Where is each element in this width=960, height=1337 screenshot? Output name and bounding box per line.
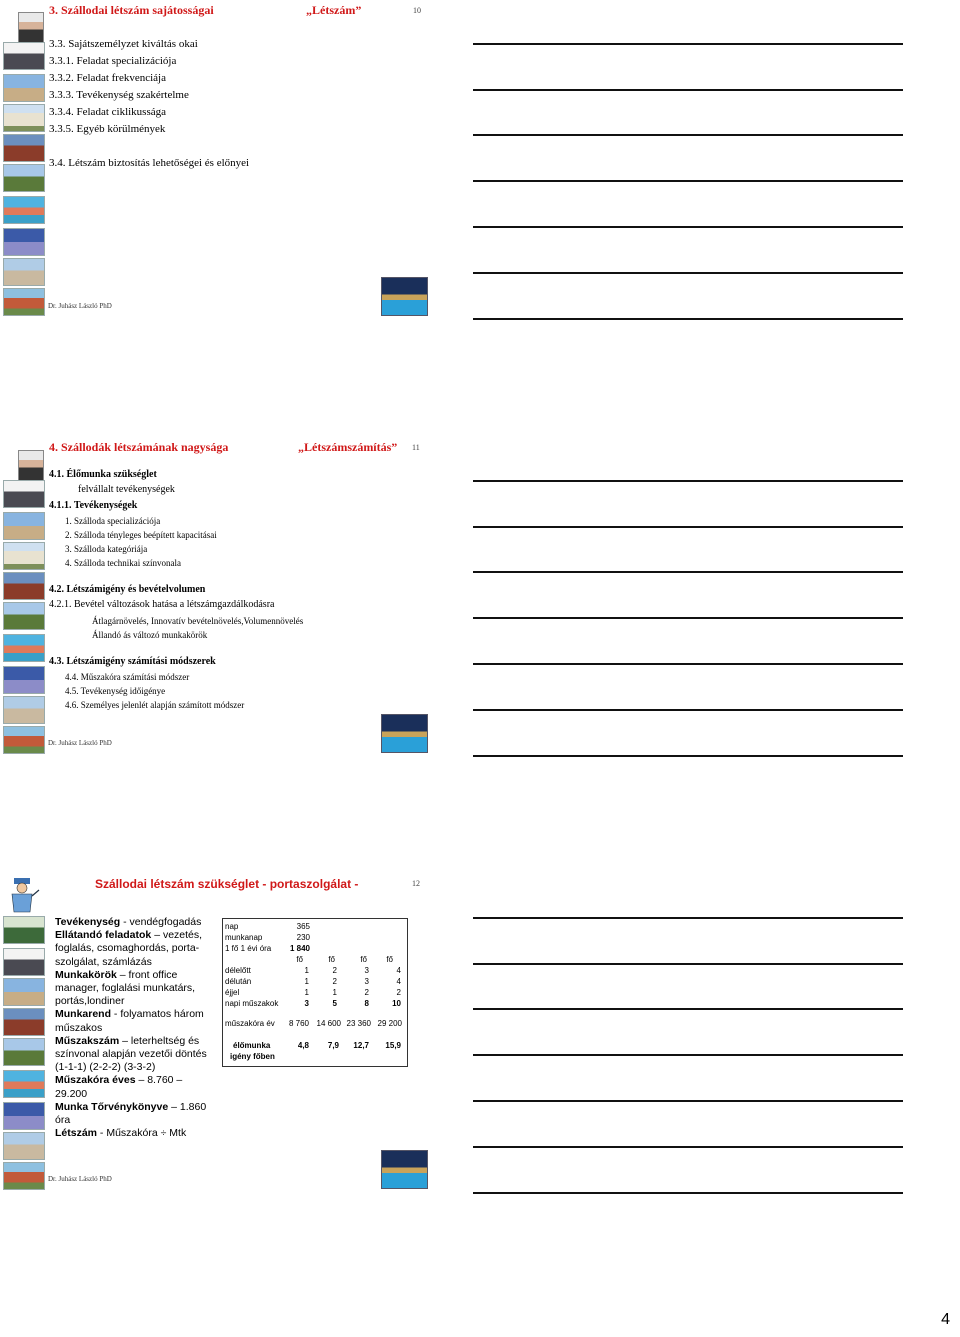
table-row xyxy=(225,977,404,988)
cell: 1 840 xyxy=(289,944,310,953)
hotel-thumbnail xyxy=(3,196,45,224)
note-line xyxy=(473,917,903,919)
hotel-thumbnail xyxy=(3,1162,45,1190)
note-line xyxy=(473,43,903,45)
cell: 7,9 xyxy=(327,1041,339,1050)
hotel-pool-image xyxy=(381,277,428,316)
slide-10 xyxy=(0,0,440,330)
note-line xyxy=(473,272,903,274)
hotel-thumbnail xyxy=(3,1008,45,1036)
heading-sub: felvállalt tevékenységek xyxy=(78,484,175,495)
row-label: műszakóra év xyxy=(225,1019,275,1028)
slide-title: 4. Szállodák létszámának nagysága xyxy=(49,440,229,454)
term: Tevékenység xyxy=(55,916,121,928)
note-line xyxy=(473,663,903,665)
table-row xyxy=(225,922,404,933)
hotel-thumbnail xyxy=(3,572,45,600)
hotel-pool-image xyxy=(381,714,428,753)
cell: 4 xyxy=(396,966,401,975)
slide-title: 3. Szállodai létszám sajátosságai xyxy=(49,3,214,17)
cell: fő xyxy=(360,955,367,964)
author-portrait xyxy=(18,450,44,482)
slide-subtitle: „Létszám” xyxy=(306,3,362,17)
note-line xyxy=(473,89,903,91)
hotel-thumbnail xyxy=(3,512,45,540)
cell: 3 xyxy=(304,999,309,1008)
hotel-thumbnail xyxy=(3,288,45,316)
author-label: Dr. Juhász László PhD xyxy=(48,1175,112,1183)
hotel-thumbnail xyxy=(3,258,45,286)
note-line xyxy=(473,617,903,619)
table-row xyxy=(225,933,404,944)
text: – vezetés, foglalás, csomaghordás, porta-szolgálat, számlázás xyxy=(55,929,203,968)
term: Munkakörök xyxy=(55,968,117,981)
slide-number: 12 xyxy=(412,879,420,888)
hotel-thumbnail xyxy=(3,134,45,162)
row-label: délelőtt xyxy=(225,966,251,975)
cell: 4,8 xyxy=(297,1041,309,1050)
term: Műszakszám xyxy=(55,1034,120,1047)
cell: 2 xyxy=(332,966,337,975)
hotel-thumbnail xyxy=(3,726,45,754)
hotel-thumbnail xyxy=(3,74,45,102)
cell: 2 xyxy=(332,977,337,986)
cell: 1 xyxy=(304,988,309,997)
cell: 8 760 xyxy=(288,1019,309,1028)
hotel-thumbnail xyxy=(3,1132,45,1160)
list-item: 3. Szálloda kategóriája xyxy=(65,544,148,554)
hotel-pool-image xyxy=(381,1150,428,1189)
text: – leterheltség és színvonal alapján vezetői döntés (1-1-1) (2-2-2) (3-3-2) xyxy=(55,1034,207,1074)
cell: fő xyxy=(386,955,393,964)
staffing-table xyxy=(222,918,408,1067)
table-row xyxy=(225,944,404,955)
hotel-thumbnail xyxy=(3,696,45,724)
cell: 14 600 xyxy=(316,1019,341,1028)
author-label: Dr. Juhász László PhD xyxy=(48,739,112,747)
table-row xyxy=(225,955,404,966)
table-row xyxy=(225,1019,404,1030)
note-line xyxy=(473,1054,903,1056)
note-line xyxy=(473,180,903,182)
section-heading: 3.4. Létszám biztosítás lehetőségei és előnyei xyxy=(49,157,250,169)
author-portrait xyxy=(18,12,44,44)
cell: 3 xyxy=(364,966,369,975)
hotel-thumbnail xyxy=(3,42,45,70)
text: – 1.860 óra xyxy=(55,1100,207,1127)
table-row xyxy=(225,966,404,977)
list-item: 3.3.4. Feladat ciklikussága xyxy=(49,106,167,118)
list-item: 4.5. Tevékenység időigénye xyxy=(65,686,166,696)
cell: 1 xyxy=(304,977,309,986)
hotel-thumbnail xyxy=(3,916,45,944)
cell: 2 xyxy=(364,988,369,997)
cell: fő xyxy=(296,955,303,964)
hotel-thumbnail xyxy=(3,480,45,508)
note-line xyxy=(473,963,903,965)
note-line xyxy=(473,226,903,228)
hotel-thumbnail xyxy=(3,164,45,192)
cell: 12,7 xyxy=(353,1041,369,1050)
row-label: igény főben xyxy=(230,1052,275,1061)
cell: 10 xyxy=(392,999,401,1008)
table-row xyxy=(225,1041,404,1052)
heading: 4.1.1. Tevékenységek xyxy=(49,500,138,511)
note-line xyxy=(473,480,903,482)
hotel-thumbnail xyxy=(3,1102,45,1130)
hotel-thumbnail xyxy=(3,978,45,1006)
cell: 29 200 xyxy=(377,1019,402,1028)
cell: 5 xyxy=(332,999,337,1008)
hotel-thumbnail xyxy=(3,104,45,132)
note-line xyxy=(473,1192,903,1194)
slide-number: 10 xyxy=(413,6,421,15)
hotel-thumbnail xyxy=(3,228,45,256)
hotel-thumbnail xyxy=(3,948,45,976)
list-item: 3.3.3. Tevékenység szakértelme xyxy=(49,89,189,101)
list-item: 1. Szálloda specializációja xyxy=(65,516,161,526)
slide-11 xyxy=(0,436,440,766)
heading: 4.2. Létszámigény és bevételvolumen xyxy=(49,584,206,595)
hotel-thumbnail xyxy=(3,542,45,570)
row-label: 1 fő 1 évi óra xyxy=(225,944,272,953)
text: - folyamatos három műszakos xyxy=(55,1008,204,1034)
text: - Műszakóra ÷ Mtk xyxy=(97,1127,187,1140)
slide-body xyxy=(55,916,215,1140)
hotel-thumbnail xyxy=(3,634,45,662)
note-line xyxy=(473,134,903,136)
cell: 1 xyxy=(304,966,309,975)
cell: fő xyxy=(328,955,335,964)
table-row xyxy=(225,988,404,999)
note-line xyxy=(473,318,903,320)
text: - vendégfogadás xyxy=(120,916,202,928)
text: – 8.760 – 29.200 xyxy=(55,1074,183,1100)
cell: 23 360 xyxy=(346,1019,371,1028)
text: – front office manager, foglalási munkatárs, portás,londiner xyxy=(55,968,196,1008)
cell: 3 xyxy=(364,977,369,986)
list-item: 4.6. Személyes jelenlét alapján számított módszer xyxy=(65,700,245,710)
note-line xyxy=(473,1008,903,1010)
table-row xyxy=(225,1052,404,1063)
hotel-thumbnail xyxy=(3,666,45,694)
term: Munka Tőrvénykönyve xyxy=(55,1100,169,1113)
row-label: éjjel xyxy=(225,988,240,997)
note-line xyxy=(473,1100,903,1102)
list-item: Állandó ás változó munkakörök xyxy=(92,630,208,640)
list-item: 2. Szálloda tényleges beépített kapacitásai xyxy=(65,530,217,540)
heading: 3.3. Sajátszemélyzet kiváltás okai xyxy=(49,38,198,50)
hotel-thumbnail xyxy=(3,1038,45,1066)
term: Létszám xyxy=(55,1127,98,1140)
row-label: munkanap xyxy=(225,933,263,942)
cell: 8 xyxy=(364,999,369,1008)
hotel-thumbnail xyxy=(3,602,45,630)
heading: 4.1. Élőmunka szükséglet xyxy=(49,469,157,480)
table-row xyxy=(225,999,404,1010)
list-item: Átlagárnövelés, Innovatív bevételnövelés,Volumennövelés xyxy=(92,616,304,626)
heading-sub: 4.2.1. Bevétel változások hatása a létszámgazdálkodásra xyxy=(49,599,275,610)
note-line xyxy=(473,526,903,528)
row-label: nap xyxy=(225,922,239,931)
list-item: 3.3.5. Egyéb körülmények xyxy=(49,123,166,135)
note-line xyxy=(473,709,903,711)
row-label: délután xyxy=(225,977,252,986)
heading: 4.3. Létszámigény számítási módszerek xyxy=(49,656,216,667)
row-label: élőmunka xyxy=(233,1041,271,1050)
doorman-icon xyxy=(6,876,40,914)
term: Ellátandó feladatok xyxy=(55,929,152,942)
slide-number: 11 xyxy=(412,443,420,452)
row-label: napi műszakok xyxy=(225,999,279,1008)
cell: 2 xyxy=(396,988,401,997)
list-item: 4. Szálloda technikai színvonala xyxy=(65,558,181,568)
list-item: 3.3.1. Feladat specializációja xyxy=(49,55,177,67)
slide-subtitle: „Létszámszámítás” xyxy=(298,440,398,454)
cell: 1 xyxy=(332,988,337,997)
term: Munkarend xyxy=(55,1008,112,1021)
term: Műszakóra éves xyxy=(55,1074,136,1087)
slide-title: Szállodai létszám szükséglet - portaszolgálat - xyxy=(95,877,359,891)
cell: 365 xyxy=(296,922,310,931)
note-line xyxy=(473,755,903,757)
list-item: 4.4. Műszakóra számítási módszer xyxy=(65,672,190,682)
page-number: 4 xyxy=(941,1311,950,1328)
cell: 230 xyxy=(296,933,310,942)
note-line xyxy=(473,1146,903,1148)
hotel-thumbnail xyxy=(3,1070,45,1098)
cell: 4 xyxy=(396,977,401,986)
author-label: Dr. Juhász László PhD xyxy=(48,302,112,310)
note-line xyxy=(473,571,903,573)
cell: 15,9 xyxy=(385,1041,401,1050)
list-item: 3.3.2. Feladat frekvenciája xyxy=(49,72,166,84)
